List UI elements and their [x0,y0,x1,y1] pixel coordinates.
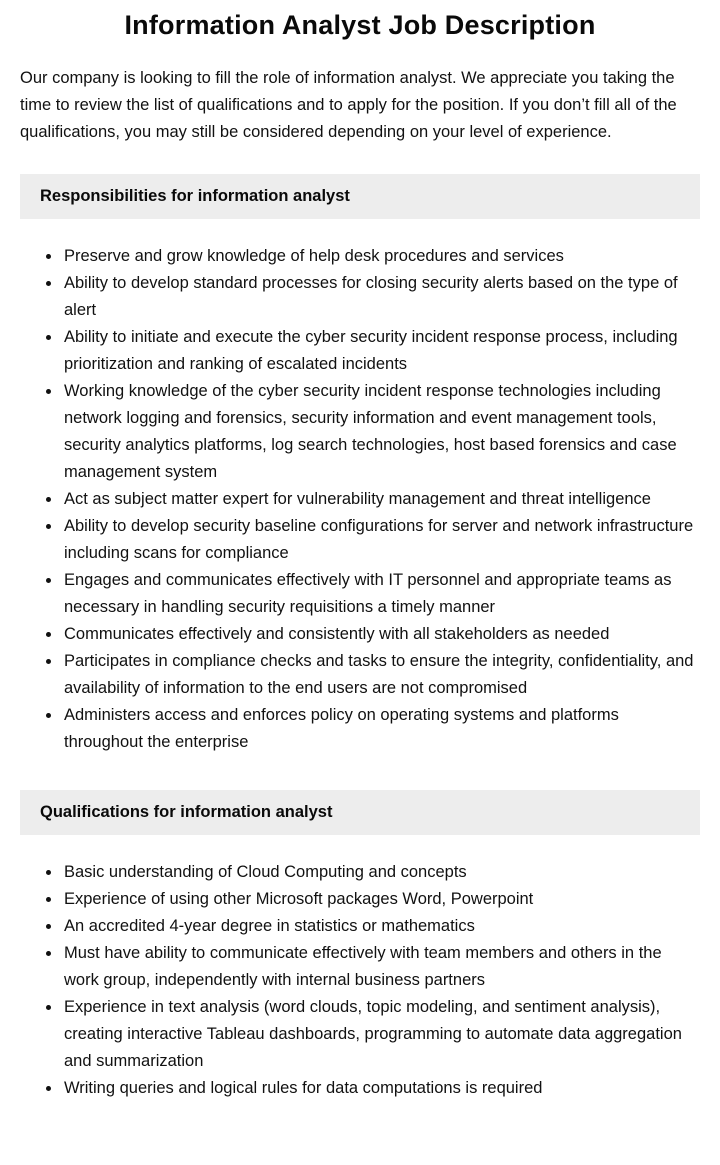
list-item: Ability to initiate and execute the cyber security incident response process, including prioritization and ranking of escalated incidents [64,324,700,378]
qualifications-section-header: Qualifications for information analyst [20,790,700,835]
list-item: Experience of using other Microsoft packages Word, Powerpoint [64,886,700,913]
page-title: Information Analyst Job Description [124,10,596,40]
responsibilities-list [20,243,700,756]
list-item: Basic understanding of Cloud Computing and concepts [64,859,700,886]
list-item: Participates in compliance checks and tasks to ensure the integrity, confidentiality, and availability of information to the end users are not compromised [64,648,700,702]
list-item: Writing queries and logical rules for data computations is required [64,1075,700,1102]
list-item: Ability to develop standard processes for closing security alerts based on the type of alert [64,270,700,324]
list-item: Preserve and grow knowledge of help desk procedures and services [64,243,700,270]
qualifications-list [20,859,700,1102]
list-item: Engages and communicates effectively with IT personnel and appropriate teams as necessary in handling security requisitions a timely manner [64,567,700,621]
list-item: Experience in text analysis (word clouds, topic modeling, and sentiment analysis), creating interactive Tableau dashboards, programming to automate data aggregation and summarization [64,994,700,1075]
intro-paragraph: Our company is looking to fill the role of information analyst. We appreciate you taking the time to review the list of qualifications and to apply for the position. If you don’t fill all of the qualifications, you may still be considered depending on your level of experience. [20,69,677,141]
list-item: Working knowledge of the cyber security incident response technologies including network logging and forensics, security information and event management tools, security analytics platforms, log search technologies, host based forensics and case management system [64,378,700,486]
responsibilities-section-header: Responsibilities for information analyst [20,174,700,219]
list-item: Ability to develop security baseline configurations for server and network infrastructure including scans for compliance [64,513,700,567]
list-item: Act as subject matter expert for vulnerability management and threat intelligence [64,486,700,513]
list-item: Administers access and enforces policy on operating systems and platforms throughout the enterprise [64,702,700,756]
list-item: An accredited 4-year degree in statistics or mathematics [64,913,700,940]
list-item: Must have ability to communicate effectively with team members and others in the work group, independently with internal business partners [64,940,700,994]
list-item: Communicates effectively and consistently with all stakeholders as needed [64,621,700,648]
